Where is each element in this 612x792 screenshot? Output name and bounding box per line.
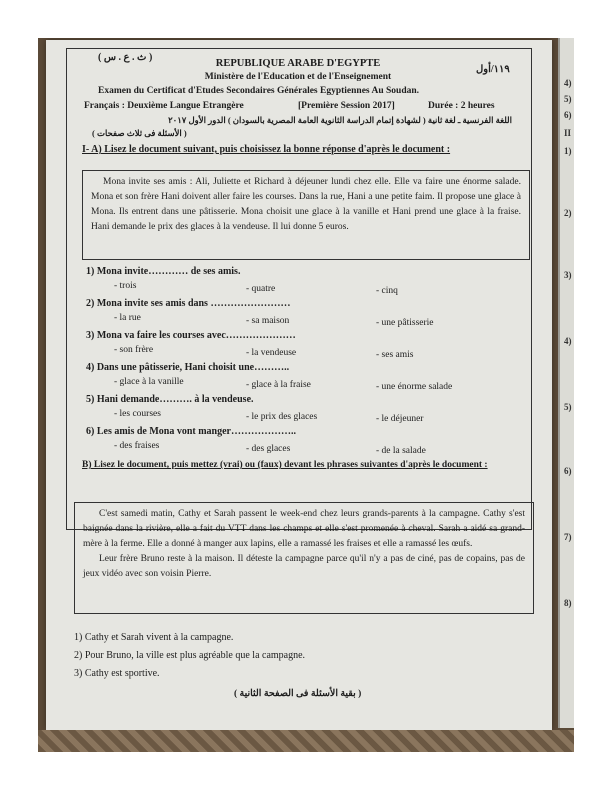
q1-option-c: - cinq xyxy=(376,286,398,296)
statement-1: 1) Cathy et Sarah vivent à la campagne. xyxy=(74,632,234,643)
section-b-title: B) Lisez le document, puis mettez (vrai) ou (faux) devant les phrases suivantes d'après le document : xyxy=(82,460,488,470)
section-a-title: I- A) Lisez le document suivant, puis choisissez la bonne réponse d'après le document : xyxy=(82,144,451,155)
next-page-line: 1) xyxy=(564,146,572,156)
next-page-line: II xyxy=(564,128,572,138)
question-2: 2) Mona invite ses amis dans …………………… xyxy=(86,298,291,309)
q4-option-b: - glace à la fraise xyxy=(246,380,311,390)
section-b-text-1: C'est samedi matin, Cathy et Sarah passent le week-end chez leurs grands-parents à la campagne. Cathy s'est baignée dans la rivière, elle a fait du VTT dans les champs et elle s'est promenée à cheval. Sarah a aidé sa grand-mère à la ferme. Elle a donné à manger aux lapins, elle a ramassé les fraises et elle a ramassé les œufs. xyxy=(83,509,525,549)
question-1: 1) Mona invite………… de ses amis. xyxy=(86,266,241,277)
q5-option-b: - le prix des glaces xyxy=(246,412,318,422)
next-page-line: 4) xyxy=(564,78,572,88)
q3-option-a: - son frère xyxy=(114,345,154,355)
q6-option-b: - des glaces xyxy=(246,444,291,454)
q4-option-c: - une énorme salade xyxy=(376,382,453,392)
q4-option-a: - glace à la vanille xyxy=(114,377,184,387)
question-5: 5) Hani demande………. à la vendeuse. xyxy=(86,394,254,405)
section-b-text-box xyxy=(74,502,534,614)
question-3: 3) Mona va faire les courses avec………………… xyxy=(86,330,296,341)
question-4: 4) Dans une pâtisserie, Hani choisit une……….. xyxy=(86,362,290,373)
next-page-line: 6) xyxy=(564,110,572,120)
carpet-background xyxy=(38,730,574,752)
next-page-line: 5) xyxy=(564,402,572,412)
next-page-line: 8) xyxy=(564,598,572,608)
next-page-line: 4) xyxy=(564,336,572,346)
q2-option-c: - une pâtisserie xyxy=(376,318,434,328)
code-right: ١١٩/أول xyxy=(476,64,510,75)
next-page-line: 3) xyxy=(564,270,572,280)
q2-option-b: - sa maison xyxy=(246,316,290,326)
question-6: 6) Les amis de Mona vont manger……………….. xyxy=(86,426,296,437)
next-page-edge xyxy=(558,38,574,728)
q1-option-b: - quatre xyxy=(246,284,276,294)
q3-option-b: - la vendeuse xyxy=(246,348,297,358)
q5-option-c: - le déjeuner xyxy=(376,414,424,424)
q2-option-a: - la rue xyxy=(114,313,141,323)
subject-line: Français : Deuxième Langue Etrangère xyxy=(84,101,244,111)
section-b-text-2: Leur frère Bruno reste à la maison. Il déteste la campagne parce qu'il n'y a pas de ciné, pas de copains, pas de jeux vidéo avec son voisin Pierre. xyxy=(83,554,525,579)
next-page-line: 5) xyxy=(564,94,572,104)
ministry-title: Ministère de l'Education et de l'Enseignement xyxy=(204,72,392,82)
section-a-text-box xyxy=(82,170,530,260)
footer-note: ( بقية الأسئلة فى الصفحة الثانية ) xyxy=(234,689,362,699)
photo-background xyxy=(38,38,574,752)
q5-option-a: - les courses xyxy=(114,409,161,419)
exam-page xyxy=(46,40,552,730)
duration-line: Durée : 2 heures xyxy=(428,101,495,111)
session-line: [Première Session 2017] xyxy=(298,101,395,111)
arabic-line: اللغة الفرنسية ـ لغة ثانية ( لشهادة إتمام الدراسة الثانوية العامة المصرية بالسودان ) الدور الأول ٢٠١٧ xyxy=(168,115,512,125)
next-page-line: 7) xyxy=(564,532,572,542)
q6-option-c: - de la salade xyxy=(376,446,426,456)
section-a-text: Mona invite ses amis : Ali, Juliette et Richard à déjeuner lundi chez elle. Elle va faire une énorme salade. Mona et son frère Hani doivent aller faire les courses. Dans la rue, Hani a une petite faim. Il propose une glace à Mona. Ils entrent dans une pâtisserie. Mona choisit une glace à la vanille et Hani prend une glace à la fraise. Hani demande le prix des glaces à la vendeuse. Il lui donne 5 euros. xyxy=(91,177,521,232)
code-left: ( ث . ع . س ) xyxy=(98,52,153,63)
q6-option-a: - des fraises xyxy=(114,441,160,451)
next-page-line: 6) xyxy=(564,466,572,476)
republic-title: REPUBLIQUE ARABE D'EGYPTE xyxy=(215,58,381,69)
next-page-line: 2) xyxy=(564,208,572,218)
statement-2: 2) Pour Bruno, la ville est plus agréable que la campagne. xyxy=(74,650,306,661)
q1-option-a: - trois xyxy=(114,281,137,291)
statement-3: 3) Cathy est sportive. xyxy=(74,668,160,679)
exam-title: Examen du Certificat d'Etudes Secondaires Générales Egyptiennes Au Soudan. xyxy=(98,86,420,96)
arabic-pages: ( الأسئلة فى ثلاث صفحات ) xyxy=(92,128,187,138)
q3-option-c: - ses amis xyxy=(376,350,414,360)
